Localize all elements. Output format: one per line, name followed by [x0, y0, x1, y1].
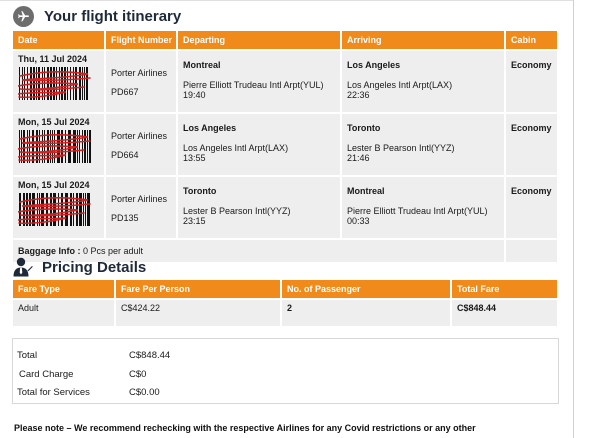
- redacted-barcode: [18, 129, 92, 165]
- itinerary-heading: [13, 6, 181, 27]
- flight-row: [13, 50, 557, 113]
- flight-number: PD667: [111, 87, 139, 97]
- flight-date: Thu, 11 Jul 2024: [18, 54, 88, 64]
- col-passengers: No. of Passenger: [281, 280, 451, 299]
- pricing-table-header: [13, 280, 557, 299]
- total-fare-cell: C$848.44: [451, 299, 557, 327]
- departure-airport: Los Angeles Intl Arpt(LAX): [183, 143, 289, 153]
- arrival-time: 21:46: [347, 153, 370, 163]
- baggage-value: 0 Pcs per adult: [80, 246, 144, 256]
- baggage-label: Baggage Info :: [18, 246, 81, 256]
- cabin-class: Economy: [511, 123, 552, 133]
- col-date: Date: [13, 31, 105, 50]
- cabin-cell: [505, 113, 557, 176]
- departure-airport: Pierre Elliott Trudeau Intl Arpt(YUL): [183, 80, 324, 90]
- arrival-airport: Los Angeles Intl Arpt(LAX): [347, 80, 453, 90]
- arrival-time: 22:36: [347, 90, 370, 100]
- totals-box: [12, 338, 559, 404]
- col-cabin: Cabin: [505, 31, 557, 50]
- pricing-table: [13, 280, 557, 328]
- airline-name: Porter Airlines: [111, 131, 168, 141]
- flight-date: Mon, 15 Jul 2024: [18, 180, 90, 190]
- col-fare-type: Fare Type: [13, 280, 115, 299]
- fare-per-person-cell: C$424.22: [115, 299, 281, 327]
- passenger-count-cell: 2: [281, 299, 451, 327]
- departure-city: Los Angeles: [183, 123, 237, 133]
- arriving-cell: [341, 50, 505, 113]
- date-cell: [13, 176, 105, 239]
- person-tie-icon: [13, 257, 33, 277]
- col-total-fare: Total Fare: [451, 280, 557, 299]
- services-label: Total for Services: [17, 387, 90, 398]
- card-charge-value: C$0: [129, 369, 147, 380]
- arrival-city: Toronto: [347, 123, 381, 133]
- date-cell: [13, 50, 105, 113]
- departure-airport: Lester B Pearson Intl(YYZ): [183, 206, 291, 216]
- flight-table-header: [13, 31, 557, 50]
- redacted-barcode: [18, 66, 92, 102]
- airline-name: Porter Airlines: [111, 68, 168, 78]
- services-value: C$0.00: [129, 387, 160, 398]
- col-arriving: Arriving: [341, 31, 505, 50]
- col-fare-per-person: Fare Per Person: [115, 280, 281, 299]
- departure-city: Toronto: [183, 186, 217, 196]
- arrival-time: 00:33: [347, 216, 370, 226]
- flight-number-cell: [105, 176, 177, 239]
- date-cell: [13, 113, 105, 176]
- col-departing: Departing: [177, 31, 341, 50]
- flight-date: Mon, 15 Jul 2024: [18, 117, 90, 127]
- arrival-airport: Pierre Elliott Trudeau Intl Arpt(YUL): [347, 206, 488, 216]
- flight-row: [13, 113, 557, 176]
- departure-time: 23:15: [183, 216, 206, 226]
- frame-top-line: [0, 0, 574, 1]
- flight-number: PD664: [111, 150, 139, 160]
- cabin-class: Economy: [511, 60, 552, 70]
- departing-cell: [177, 50, 341, 113]
- arrival-city: Montreal: [347, 186, 385, 196]
- covid-note: Please note – We recommend rechecking with the respective Airlines for any Covid restrictions or any other: [14, 423, 476, 433]
- departing-cell: [177, 176, 341, 239]
- cabin-cell: [505, 176, 557, 239]
- pricing-heading: [13, 257, 146, 277]
- arrival-airport: Lester B Pearson Intl(YYZ): [347, 143, 455, 153]
- flight-table: [13, 31, 557, 264]
- departure-city: Montreal: [183, 60, 221, 70]
- redacted-barcode: [18, 192, 92, 228]
- departure-time: 13:55: [183, 153, 206, 163]
- flight-row: [13, 176, 557, 239]
- airplane-icon: [13, 6, 34, 27]
- cabin-cell: [505, 50, 557, 113]
- col-flight-number: Flight Number: [105, 31, 177, 50]
- total-value: C$848.44: [129, 350, 171, 361]
- arrival-city: Los Angeles: [347, 60, 401, 70]
- frame-right-line: [573, 0, 574, 438]
- airline-name: Porter Airlines: [111, 194, 168, 204]
- departing-cell: [177, 113, 341, 176]
- baggage-empty-cell: [505, 239, 557, 263]
- itinerary-title: Your flight itinerary: [44, 8, 182, 25]
- cabin-class: Economy: [511, 186, 552, 196]
- arriving-cell: [341, 176, 505, 239]
- departure-time: 19:40: [183, 90, 206, 100]
- flight-number: PD135: [111, 213, 139, 223]
- pricing-row: [13, 299, 557, 327]
- total-label: Total: [17, 350, 38, 361]
- card-charge-label: Card Charge: [19, 369, 74, 380]
- flight-number-cell: [105, 50, 177, 113]
- fare-type-cell: Adult: [13, 299, 115, 327]
- arriving-cell: [341, 113, 505, 176]
- pricing-title: Pricing Details: [42, 258, 147, 276]
- flight-number-cell: [105, 113, 177, 176]
